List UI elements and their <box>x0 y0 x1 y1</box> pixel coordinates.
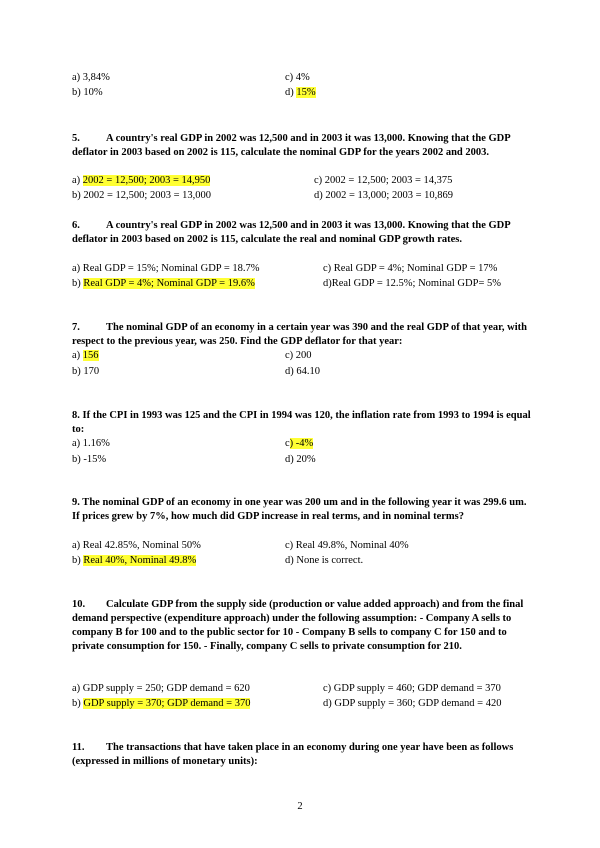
q9-options-row-2 <box>72 554 532 568</box>
question-10 <box>72 598 534 654</box>
q8-options-row-1 <box>72 437 532 451</box>
q6-option-d: d)Real GDP = 12.5%; Nominal GDP= 5% <box>323 278 501 289</box>
q8-option-a: a) 1.16% <box>72 438 110 449</box>
q9-option-b: b) Real 40%, Nominal 49.8% <box>72 555 197 566</box>
q7-options-row-1 <box>72 349 532 363</box>
q10-options-row-1 <box>72 682 532 696</box>
q6-option-a: a) Real GDP = 15%; Nominal GDP = 18.7% <box>72 263 260 274</box>
question-8 <box>72 409 534 437</box>
q9-option-a: a) Real 42.85%, Nominal 50% <box>72 540 201 551</box>
q10-option-b: b) GDP supply = 370; GDP demand = 370 <box>72 698 251 709</box>
q4-option-b: b) 10% <box>72 87 103 98</box>
question-8-text: 8. If the CPI in 1993 was 125 and the CPI in 1994 was 120, the inflation rate from 1993 to 1994 is equal to: <box>72 410 531 435</box>
q4-option-d: d) 15% <box>285 87 316 98</box>
q8-option-c: c) -4% <box>285 438 314 449</box>
q7-option-d: d) 64.10 <box>285 366 320 377</box>
question-11-number: 11. <box>72 742 85 753</box>
q7-options-row-2 <box>72 365 532 379</box>
question-7-number: 7. <box>72 322 80 333</box>
question-11 <box>72 741 534 769</box>
question-10-text: Calculate GDP from the supply side (production or value added approach) and from the final demand perspective (expenditure approach) under the following assumption: - Company A sells to company B for 100 and to the public sector for 10 - Company B sells to company C for 150 and to private consumption for 150. - Finally, company C sells to private consumption for 210. <box>72 599 524 652</box>
q7-option-c: c) 200 <box>285 350 312 361</box>
q10-option-a: a) GDP supply = 250; GDP demand = 620 <box>72 683 250 694</box>
q8-options-row-2 <box>72 453 532 467</box>
question-6 <box>72 219 534 247</box>
question-9 <box>72 496 534 524</box>
q8-option-d: d) 20% <box>285 454 316 465</box>
q6-options-row-1 <box>72 262 532 276</box>
question-7 <box>72 321 534 349</box>
q10-option-c: c) GDP supply = 460; GDP demand = 370 <box>323 683 501 694</box>
q5-option-a: a) 2002 = 12,500; 2003 = 14,950 <box>72 175 211 186</box>
question-5-number: 5. <box>72 133 80 144</box>
q9-option-c: c) Real 49.8%, Nominal 40% <box>285 540 409 551</box>
q4-options-row-2 <box>72 86 532 100</box>
q7-option-a: a) 156 <box>72 350 99 361</box>
q4-option-a: a) 3,84% <box>72 72 110 83</box>
q9-options-row-1 <box>72 539 532 553</box>
q6-options-row-2 <box>72 277 532 291</box>
q7-option-b: b) 170 <box>72 366 100 377</box>
q8-option-b: b) -15% <box>72 454 107 465</box>
page-number: 2 <box>297 801 303 812</box>
question-6-text: A country's real GDP in 2002 was 12,500 and in 2003 it was 13,000. Knowing that the GDP deflator in 2003 based on 2002 is 115, calculate the real and nominal GDP growth rates. <box>72 220 511 245</box>
q10-option-d: d) GDP supply = 360; GDP demand = 420 <box>323 698 502 709</box>
q5-option-c: c) 2002 = 12,500; 2003 = 14,375 <box>314 175 453 186</box>
q4-option-c: c) 4% <box>285 72 310 83</box>
question-9-text: 9. The nominal GDP of an economy in one year was 200 um and in the following year it was 299.6 um. If prices grew by 7%, how much did GDP increase in real terms, and in nominal terms? <box>72 497 527 522</box>
q5-option-d: d) 2002 = 13,000; 2003 = 10,869 <box>314 190 454 201</box>
question-7-text: The nominal GDP of an economy in a certain year was 390 and the real GDP of that year, with respect to the previous year, was 250. Find the GDP deflator for that year: <box>72 322 527 347</box>
question-5 <box>72 132 534 160</box>
question-10-number: 10. <box>72 599 86 610</box>
question-6-number: 6. <box>72 220 80 231</box>
q4-options-row-1 <box>72 71 532 85</box>
q5-option-b: b) 2002 = 12,500; 2003 = 13,000 <box>72 190 212 201</box>
q5-options-row-1 <box>72 174 532 188</box>
q9-option-d: d) None is correct. <box>285 555 364 566</box>
q10-options-row-2 <box>72 697 532 711</box>
question-11-text: The transactions that have taken place in an economy during one year have been as follows (expressed in millions of monetary units): <box>72 742 514 767</box>
q6-option-c: c) Real GDP = 4%; Nominal GDP = 17% <box>323 263 498 274</box>
q6-option-b: b) Real GDP = 4%; Nominal GDP = 19.6% <box>72 278 255 289</box>
question-5-text: A country's real GDP in 2002 was 12,500 and in 2003 it was 13,000. Knowing that the GDP deflator in 2003 based on 2002 is 115, calculate the nominal GDP for the years 2002 and 2003. <box>72 133 511 158</box>
q5-options-row-2 <box>72 189 532 203</box>
